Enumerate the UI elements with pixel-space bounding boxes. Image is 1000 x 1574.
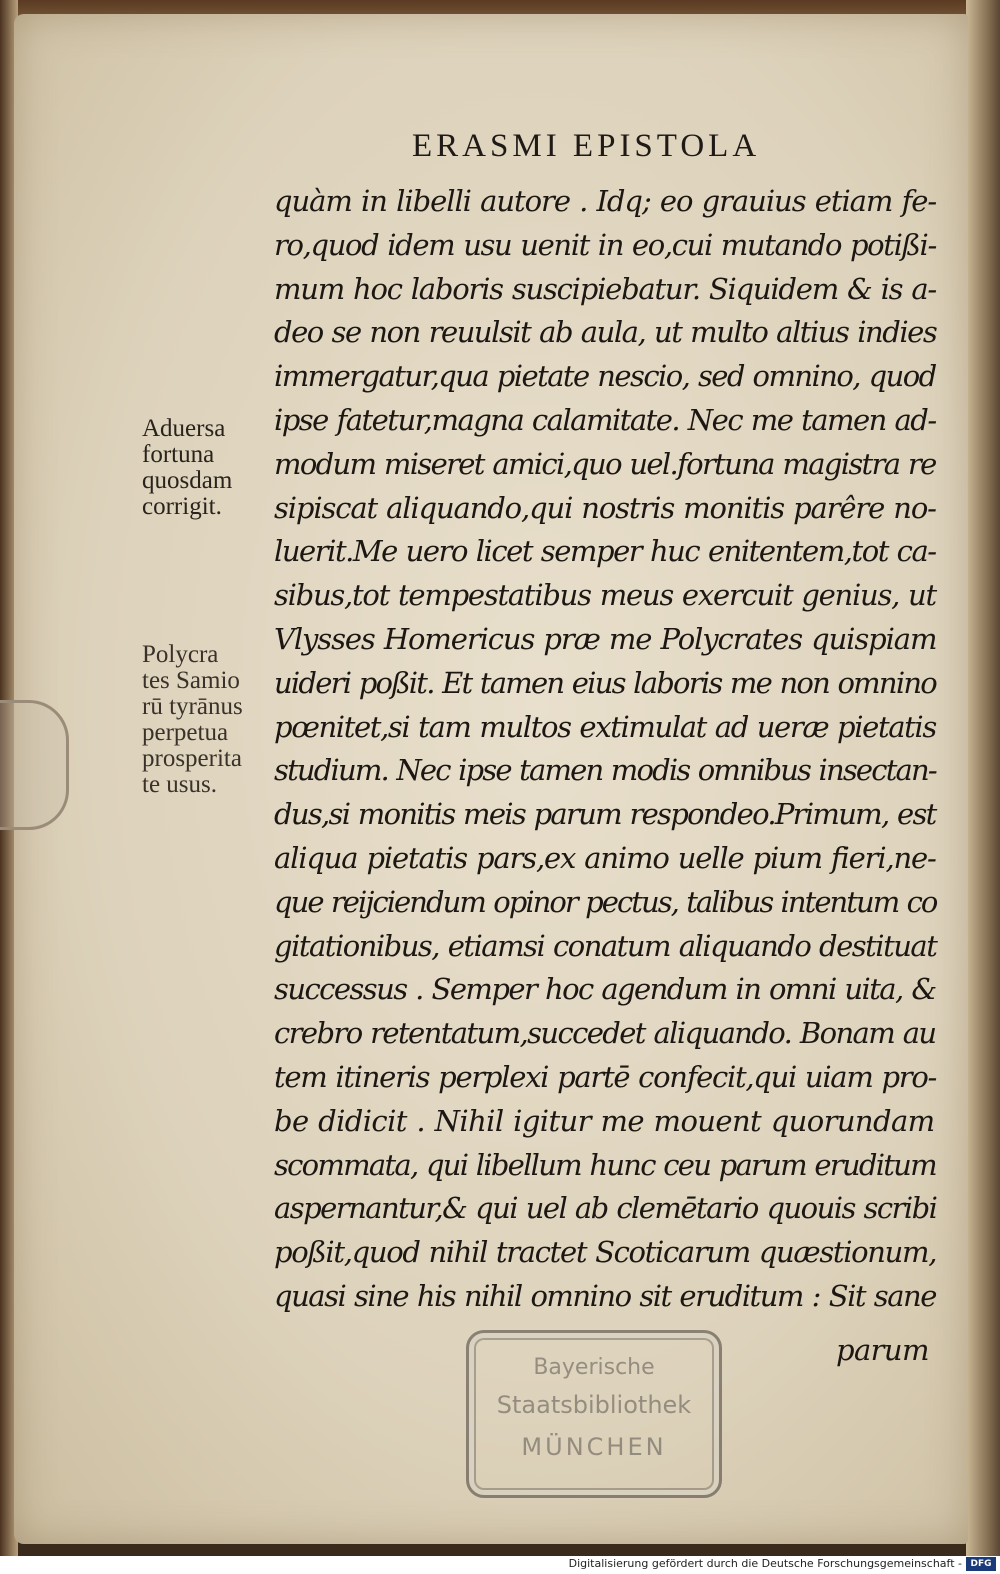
body-line: gitationibus, etiamsi conatum aliquando destituat (274, 928, 937, 963)
running-head: ERASMI EPISTOLA (412, 128, 761, 164)
body-line: deo se non reuulsit ab aula, ut multo altius indies (274, 315, 937, 350)
body-line: modum miseret amici,quo uel.fortuna magistra re (274, 446, 936, 481)
body-line: tem itineris perplexi partē confecit,qui uiam pro- (274, 1059, 937, 1094)
body-line: uideri poßit. Et tamen eius laboris me non omnino (274, 665, 936, 700)
body-line: scommata, qui libellum hunc ceu parum eruditum (274, 1147, 936, 1182)
marginal-note-line: corrigit. (142, 493, 222, 520)
marginal-note-line: perpetua (142, 719, 229, 746)
marginal-note-line: tes Samio (142, 667, 240, 694)
dfg-logo: DFG (966, 1557, 996, 1571)
library-stamp (466, 1330, 722, 1498)
body-line: be didicit . Nihil igitur me mouent quorundam (274, 1103, 935, 1138)
body-text (274, 180, 936, 1319)
stamp-line: Bayerische (533, 1355, 655, 1380)
body-line: Vlysses Homericus præ me Polycrates quispiam (274, 621, 937, 656)
marginal-note-line: Polycra (142, 641, 219, 668)
marginal-note-line: prosperita (142, 745, 242, 772)
body-line: crebro retentatum,succedet aliquando. Bonam au (274, 1016, 936, 1051)
body-line: aliqua pietatis pars,ex animo uelle pium fieri,ne- (274, 840, 936, 875)
body-line: quàm in libelli autore . Idq; eo grauius etiam fe- (274, 184, 937, 218)
marginal-note-line: rū tyrānus (142, 693, 243, 720)
book-clasp (0, 700, 69, 830)
body-line: sipiscat aliquando,qui nostris monitis parêre no- (274, 490, 936, 525)
marginal-note-line: fortuna (142, 441, 215, 468)
body-line: pœnitet,si tam multos extimulat ad ueræ pietatis (274, 709, 936, 744)
catchword: parum (836, 1333, 929, 1367)
body-line: que reijciendum opinor pectus, talibus intentum co (274, 884, 937, 919)
body-line: ro,quod idem usu uenit in eo,cui mutando potißi- (274, 227, 936, 262)
stamp-line: Staatsbibliothek (496, 1391, 692, 1419)
body-line: studium. Nec ipse tamen modis omnibus insectan- (274, 753, 936, 788)
marginal-note-line: Aduersa (142, 415, 226, 442)
funding-credit: Digitalisierung gefördert durch die Deutsche Forschungsgemeinschaft - (568, 1557, 962, 1570)
body-line: ipse fatetur,magna calamitate. Nec me tamen ad- (274, 402, 936, 437)
body-line: sibus,tot tempestatibus meus exercuit genius, ut (274, 578, 936, 613)
body-line: dus,si monitis meis parum respondeo.Primum, est (274, 797, 936, 832)
marginal-note-line: te usus. (142, 771, 217, 798)
marginal-note-polycrates (142, 642, 282, 798)
body-line: mum hoc laboris suscipiebatur. Siquidem & is a- (274, 271, 936, 306)
body-line: quasi sine his nihil omnino sit eruditum : Sit sane (274, 1278, 936, 1313)
body-line: luerit.Me uero licet semper huc enitentem,tot ca- (274, 534, 936, 569)
body-line: successus . Semper hoc agendum in omni uita, & (274, 972, 936, 1007)
marginal-note-line: quosdam (142, 467, 233, 494)
body-line: immergatur,qua pietate nescio, sed omnino, quod (274, 359, 936, 394)
stamp-line: MÜNCHEN (521, 1433, 667, 1461)
body-line: aspernantur,& qui uel ab clemētario quouis scribi (274, 1191, 937, 1226)
book-page-stack-right-edge (966, 0, 1000, 1574)
body-line: poßit,quod nihil tractet Scoticarum quæstionum, (274, 1235, 937, 1270)
marginal-note-aduersa (142, 416, 282, 520)
